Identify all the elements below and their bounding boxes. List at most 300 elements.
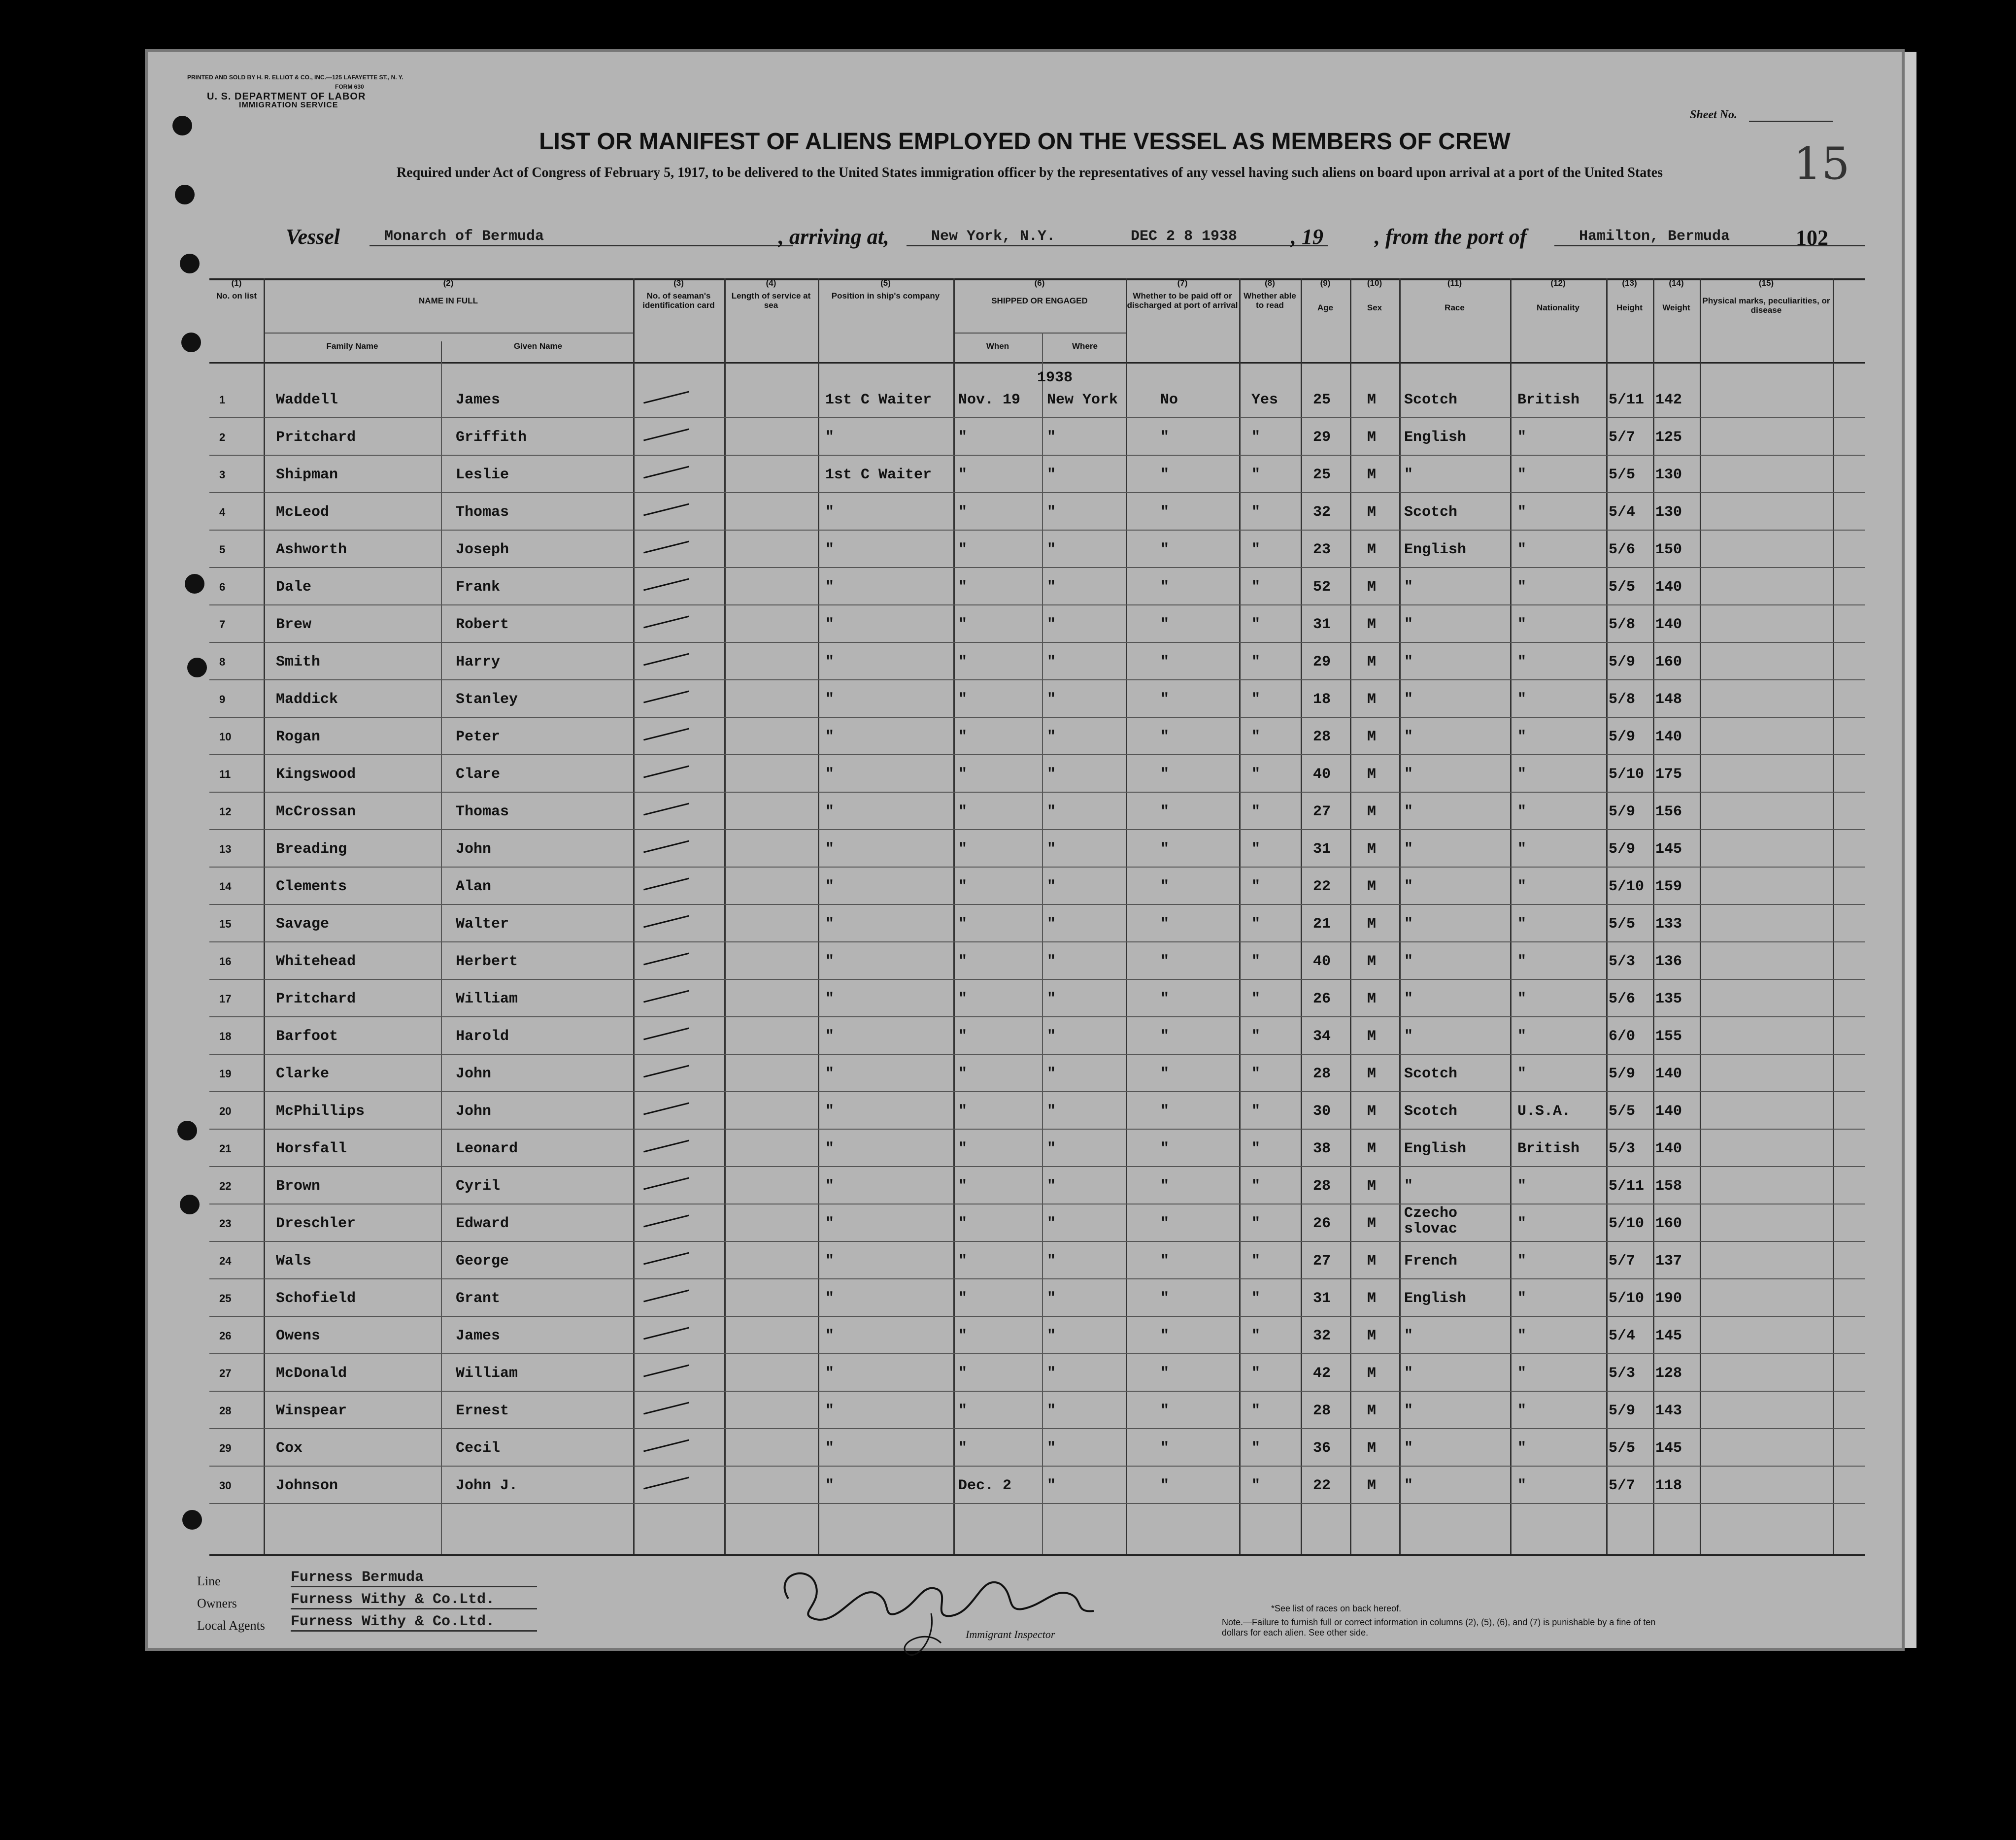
paid-off: " xyxy=(1160,991,1170,1007)
family-name: Winspear xyxy=(276,1403,347,1419)
row-rule xyxy=(209,1278,1865,1279)
nationality: " xyxy=(1517,1028,1527,1045)
able-to-read: " xyxy=(1251,1403,1261,1419)
row-number: 8 xyxy=(219,656,226,668)
paid-off: " xyxy=(1160,1328,1170,1344)
age: 28 xyxy=(1313,1066,1331,1082)
col-header-age xyxy=(1301,278,1351,362)
height: 5/5 xyxy=(1609,579,1636,596)
given-name: John J. xyxy=(456,1477,518,1494)
check-mark xyxy=(643,1477,689,1490)
given-name: John xyxy=(456,1103,492,1120)
race: " xyxy=(1404,1178,1413,1195)
position: " xyxy=(825,1365,835,1382)
race: English xyxy=(1404,429,1467,446)
family-name: Ashworth xyxy=(276,541,347,558)
family-name: Brown xyxy=(276,1178,321,1195)
sex: M xyxy=(1367,541,1377,558)
shipped-when: " xyxy=(958,1140,968,1157)
col-label: Weight xyxy=(1662,302,1690,312)
col-label: Position in ship's company xyxy=(831,291,940,301)
height: 5/3 xyxy=(1609,953,1636,970)
height: 5/9 xyxy=(1609,1403,1636,1419)
height: 5/9 xyxy=(1609,1066,1636,1082)
shipped-where: " xyxy=(1047,841,1056,858)
position: " xyxy=(825,504,835,521)
family-name: Schofield xyxy=(276,1290,356,1307)
binder-hole xyxy=(177,1121,197,1140)
header-bottom-rule xyxy=(209,362,1865,364)
form-number: FORM 630 xyxy=(335,83,364,90)
shipped-when: " xyxy=(958,1290,968,1307)
row-rule xyxy=(209,1353,1865,1354)
able-to-read: " xyxy=(1251,1328,1261,1344)
position: " xyxy=(825,1328,835,1344)
sex: M xyxy=(1367,953,1377,970)
race: " xyxy=(1404,916,1413,933)
paid-off: " xyxy=(1160,916,1170,933)
height: 5/9 xyxy=(1609,729,1636,745)
paid-off: " xyxy=(1160,953,1170,970)
col-label: No. of seaman's identification card xyxy=(642,291,715,310)
weight: 140 xyxy=(1655,1103,1682,1120)
sex: M xyxy=(1367,1028,1377,1045)
row-rule xyxy=(209,492,1865,493)
check-mark xyxy=(643,391,689,404)
weight: 140 xyxy=(1655,579,1682,596)
age: 18 xyxy=(1313,691,1331,708)
given-name: Edward xyxy=(456,1215,509,1232)
paid-off: " xyxy=(1160,1290,1170,1307)
check-mark xyxy=(643,503,689,516)
check-mark xyxy=(643,1327,689,1340)
height: 5/5 xyxy=(1609,1103,1636,1120)
position: " xyxy=(825,654,835,670)
height: 5/10 xyxy=(1609,766,1645,783)
given-name: Stanley xyxy=(456,691,518,708)
height: 5/7 xyxy=(1609,429,1636,446)
age: 30 xyxy=(1313,1103,1331,1120)
shipped-where: " xyxy=(1047,467,1056,483)
col-num: (15) xyxy=(1758,278,1774,288)
age: 29 xyxy=(1313,654,1331,670)
nationality: " xyxy=(1517,991,1527,1007)
race: " xyxy=(1404,1365,1413,1382)
given-name: John xyxy=(456,1066,492,1082)
shipped-where: " xyxy=(1047,766,1056,783)
sex: M xyxy=(1367,467,1377,483)
binder-hole xyxy=(175,185,195,204)
shipped-where: " xyxy=(1047,1365,1056,1382)
year-prefix: , 19 xyxy=(1291,225,1323,249)
height: 5/10 xyxy=(1609,1290,1645,1307)
age: 26 xyxy=(1313,1215,1331,1232)
family-name: Pritchard xyxy=(276,429,356,446)
sex: M xyxy=(1367,1253,1377,1270)
able-to-read: " xyxy=(1251,991,1261,1007)
shipped-where: " xyxy=(1047,953,1056,970)
height: 5/8 xyxy=(1609,691,1636,708)
col-label: Race xyxy=(1445,302,1465,312)
age: 23 xyxy=(1313,541,1331,558)
row-number: 1 xyxy=(219,394,226,406)
shipped-where: " xyxy=(1047,803,1056,820)
paid-off: " xyxy=(1160,1028,1170,1045)
agents-label: Local Agents xyxy=(197,1618,265,1633)
sex: M xyxy=(1367,1215,1377,1232)
shipped-when: " xyxy=(958,467,968,483)
row-rule xyxy=(209,530,1865,531)
given-name: Griffith xyxy=(456,429,527,446)
col-header-paid-off xyxy=(1126,278,1241,362)
row-rule xyxy=(209,1391,1865,1392)
shipped-when: " xyxy=(958,953,968,970)
height: 5/3 xyxy=(1609,1140,1636,1157)
handwritten-sheet-number: 15 xyxy=(1793,138,1850,190)
age: 52 xyxy=(1313,579,1331,596)
race: " xyxy=(1404,953,1413,970)
age: 25 xyxy=(1313,467,1331,483)
sex: M xyxy=(1367,841,1377,858)
height: 5/5 xyxy=(1609,467,1636,483)
age: 28 xyxy=(1313,1178,1331,1195)
able-to-read: " xyxy=(1251,841,1261,858)
row-rule xyxy=(209,1054,1865,1055)
sex: M xyxy=(1367,691,1377,708)
able-to-read: " xyxy=(1251,1440,1261,1457)
family-name: Waddell xyxy=(276,392,338,408)
race: Scotch xyxy=(1404,1103,1458,1120)
nationality: " xyxy=(1517,504,1527,521)
age: 31 xyxy=(1313,841,1331,858)
arrival-date: DEC 2 8 1938 xyxy=(1101,228,1328,246)
check-mark xyxy=(643,578,689,591)
height: 5/7 xyxy=(1609,1253,1636,1270)
position: " xyxy=(825,429,835,446)
paid-off: No xyxy=(1160,392,1178,408)
position: " xyxy=(825,729,835,745)
sex: M xyxy=(1367,766,1377,783)
arriving-label: , arriving at, xyxy=(778,225,889,249)
shipped-when: " xyxy=(958,991,968,1007)
col-rule xyxy=(633,278,635,1554)
able-to-read: " xyxy=(1251,1140,1261,1157)
agents-value: Furness Withy & Co.Ltd. xyxy=(291,1613,537,1632)
col-rule xyxy=(1653,278,1654,1554)
age: 32 xyxy=(1313,504,1331,521)
position: " xyxy=(825,841,835,858)
row-rule xyxy=(209,455,1865,456)
age: 29 xyxy=(1313,429,1331,446)
given-name: Harold xyxy=(456,1028,509,1045)
weight: 140 xyxy=(1655,616,1682,633)
height: 6/0 xyxy=(1609,1028,1636,1045)
age: 32 xyxy=(1313,1328,1331,1344)
able-to-read: " xyxy=(1251,1290,1261,1307)
given-name: Cecil xyxy=(456,1440,501,1457)
weight: 148 xyxy=(1655,691,1682,708)
weight: 160 xyxy=(1655,1215,1682,1232)
height: 5/4 xyxy=(1609,1328,1636,1344)
row-number: 27 xyxy=(219,1367,232,1379)
when-header: When xyxy=(986,341,1009,351)
given-name: John xyxy=(456,841,492,858)
position: " xyxy=(825,803,835,820)
shipped-when: " xyxy=(958,504,968,521)
inspector-signature xyxy=(769,1554,1153,1643)
family-name: Barfoot xyxy=(276,1028,338,1045)
col-rule xyxy=(1239,278,1241,1554)
shipped-where: " xyxy=(1047,1440,1056,1457)
paid-off: " xyxy=(1160,541,1170,558)
row-rule xyxy=(209,829,1865,830)
paid-off: " xyxy=(1160,766,1170,783)
col-header-service xyxy=(724,278,819,362)
col-rule xyxy=(441,362,442,1554)
sex: M xyxy=(1367,1365,1377,1382)
shipped-when: " xyxy=(958,1178,968,1195)
weight: 143 xyxy=(1655,1403,1682,1419)
paid-off: " xyxy=(1160,1140,1170,1157)
weight: 140 xyxy=(1655,729,1682,745)
age: 21 xyxy=(1313,916,1331,933)
age: 40 xyxy=(1313,953,1331,970)
shipped-where: " xyxy=(1047,1028,1056,1045)
shipped-subrule xyxy=(953,333,1126,334)
col-label: Whether to be paid off or discharged at port of arrival xyxy=(1127,291,1238,310)
races-note: *See list of races on back hereof. xyxy=(1271,1604,1402,1613)
col-header-id-card xyxy=(633,278,726,362)
col-rule xyxy=(953,278,955,1554)
height: 5/9 xyxy=(1609,841,1636,858)
col-rule xyxy=(1399,278,1401,1554)
col-header-sex xyxy=(1350,278,1401,362)
race: " xyxy=(1404,616,1413,633)
service: IMMIGRATION SERVICE xyxy=(239,101,338,109)
given-name: James xyxy=(456,392,501,408)
race: Scotch xyxy=(1404,392,1458,408)
col-num: (12) xyxy=(1550,278,1566,288)
height: 5/8 xyxy=(1609,616,1636,633)
paid-off: " xyxy=(1160,691,1170,708)
row-number: 17 xyxy=(219,993,232,1005)
check-mark xyxy=(643,728,689,741)
weight: 125 xyxy=(1655,429,1682,446)
family-name: Kingswood xyxy=(276,766,356,783)
check-mark xyxy=(643,541,689,554)
able-to-read: " xyxy=(1251,1028,1261,1045)
shipped-where: New York xyxy=(1047,392,1118,408)
sex: M xyxy=(1367,1140,1377,1157)
age: 36 xyxy=(1313,1440,1331,1457)
row-rule xyxy=(209,1091,1865,1092)
given-name: Herbert xyxy=(456,953,518,970)
col-rule xyxy=(1301,278,1302,1554)
position: " xyxy=(825,953,835,970)
nationality: " xyxy=(1517,1365,1527,1382)
shipped-when: " xyxy=(958,616,968,633)
row-number: 19 xyxy=(219,1068,232,1080)
weight: 118 xyxy=(1655,1477,1682,1494)
paid-off: " xyxy=(1160,1477,1170,1494)
row-number: 16 xyxy=(219,955,232,968)
shipped-when: " xyxy=(958,654,968,670)
shipped-when: " xyxy=(958,1440,968,1457)
row-rule xyxy=(209,792,1865,793)
row-rule xyxy=(209,1428,1865,1429)
sex: M xyxy=(1367,1403,1377,1419)
col-header-weight xyxy=(1653,278,1701,362)
weight: 137 xyxy=(1655,1253,1682,1270)
col-label: No. on list xyxy=(216,291,257,301)
given-name: George xyxy=(456,1253,509,1270)
binder-hole xyxy=(182,1510,202,1530)
row-number: 14 xyxy=(219,880,232,893)
col-header-read xyxy=(1239,278,1302,362)
weight: 145 xyxy=(1655,1328,1682,1344)
able-to-read: " xyxy=(1251,616,1261,633)
race: English xyxy=(1404,1290,1467,1307)
row-rule xyxy=(209,642,1865,643)
paid-off: " xyxy=(1160,1365,1170,1382)
nationality: " xyxy=(1517,1440,1527,1457)
weight: 140 xyxy=(1655,1066,1682,1082)
col-rule xyxy=(1833,278,1834,1554)
sex: M xyxy=(1367,429,1377,446)
able-to-read: " xyxy=(1251,1253,1261,1270)
shipped-where: " xyxy=(1047,1403,1056,1419)
shipped-when: " xyxy=(958,1365,968,1382)
nationality: " xyxy=(1517,1178,1527,1195)
row-rule xyxy=(209,941,1865,942)
weight: 130 xyxy=(1655,504,1682,521)
position: 1st C Waiter xyxy=(825,467,932,483)
shipped-where: " xyxy=(1047,654,1056,670)
col-label: Sex xyxy=(1367,302,1382,312)
race: " xyxy=(1404,766,1413,783)
sheet-label: Sheet No. xyxy=(1690,108,1737,121)
given-name: Ernest xyxy=(456,1403,509,1419)
able-to-read: " xyxy=(1251,504,1261,521)
weight: 142 xyxy=(1655,392,1682,408)
given-name: James xyxy=(456,1328,501,1344)
shipped-when: Dec. 2 xyxy=(958,1477,1012,1494)
shipped-when: " xyxy=(958,579,968,596)
row-number: 23 xyxy=(219,1217,232,1230)
position: " xyxy=(825,1103,835,1120)
col-label: Height xyxy=(1616,302,1643,312)
age: 22 xyxy=(1313,1477,1331,1494)
col-label: SHIPPED OR ENGAGED xyxy=(991,296,1088,305)
shipped-when: " xyxy=(958,766,968,783)
row-rule xyxy=(209,1466,1865,1467)
family-name: Brew xyxy=(276,616,312,633)
race: " xyxy=(1404,991,1413,1007)
row-rule xyxy=(209,754,1865,755)
age: 28 xyxy=(1313,1403,1331,1419)
given-name: Clare xyxy=(456,766,501,783)
sex: M xyxy=(1367,616,1377,633)
able-to-read: " xyxy=(1251,654,1261,670)
family-name: Breading xyxy=(276,841,347,858)
check-mark xyxy=(643,1140,689,1153)
age: 26 xyxy=(1313,991,1331,1007)
race: English xyxy=(1404,541,1467,558)
given-name: Leonard xyxy=(456,1140,518,1157)
family-name: McCrossan xyxy=(276,803,356,820)
sex: M xyxy=(1367,916,1377,933)
arrival-port: New York, N.Y. xyxy=(907,228,1118,246)
col-header-position xyxy=(818,278,955,362)
row-rule xyxy=(209,679,1865,680)
shipped-where: " xyxy=(1047,1178,1056,1195)
owners-label: Owners xyxy=(197,1596,237,1610)
height: 5/5 xyxy=(1609,916,1636,933)
weight: 133 xyxy=(1655,916,1682,933)
weight: 140 xyxy=(1655,1140,1682,1157)
race: English xyxy=(1404,1140,1467,1157)
race: " xyxy=(1404,803,1413,820)
col-label: Nationality xyxy=(1537,302,1579,312)
col-num: (1) xyxy=(231,278,242,288)
check-mark xyxy=(643,953,689,966)
nationality: U.S.A. xyxy=(1517,1103,1571,1120)
race: " xyxy=(1404,467,1413,483)
paid-off: " xyxy=(1160,429,1170,446)
sex: M xyxy=(1367,1066,1377,1082)
crew-table xyxy=(209,278,1865,1554)
binder-hole xyxy=(187,658,207,677)
check-mark xyxy=(643,1439,689,1452)
shipped-when: " xyxy=(958,1066,968,1082)
height: 5/4 xyxy=(1609,504,1636,521)
col-header-height xyxy=(1606,278,1654,362)
col-rule xyxy=(1606,278,1608,1554)
shipped-where: " xyxy=(1047,541,1056,558)
check-mark xyxy=(643,1065,689,1078)
race: " xyxy=(1404,878,1413,895)
height: 5/10 xyxy=(1609,878,1645,895)
weight: 158 xyxy=(1655,1178,1682,1195)
given-name: Robert xyxy=(456,616,509,633)
check-mark xyxy=(643,915,689,928)
col-num: (6) xyxy=(1034,278,1045,288)
check-mark xyxy=(643,803,689,816)
race: " xyxy=(1404,654,1413,670)
sex: M xyxy=(1367,1103,1377,1120)
shipped-when: " xyxy=(958,729,968,745)
weight: 135 xyxy=(1655,991,1682,1007)
position: " xyxy=(825,1178,835,1195)
weight: 190 xyxy=(1655,1290,1682,1307)
nationality: " xyxy=(1517,541,1527,558)
position: " xyxy=(825,1066,835,1082)
shipped-where: " xyxy=(1047,616,1056,633)
race: " xyxy=(1404,579,1413,596)
col-label: NAME IN FULL xyxy=(419,296,478,305)
name-subrule xyxy=(264,333,633,334)
shipped-where: " xyxy=(1047,1253,1056,1270)
able-to-read: " xyxy=(1251,467,1261,483)
family-name: McLeod xyxy=(276,504,330,521)
row-number: 10 xyxy=(219,731,232,743)
nationality: British xyxy=(1517,1140,1580,1157)
weight: 150 xyxy=(1655,541,1682,558)
binder-hole xyxy=(180,1195,200,1214)
weight: 156 xyxy=(1655,803,1682,820)
paid-off: " xyxy=(1160,878,1170,895)
row-rule xyxy=(209,904,1865,905)
